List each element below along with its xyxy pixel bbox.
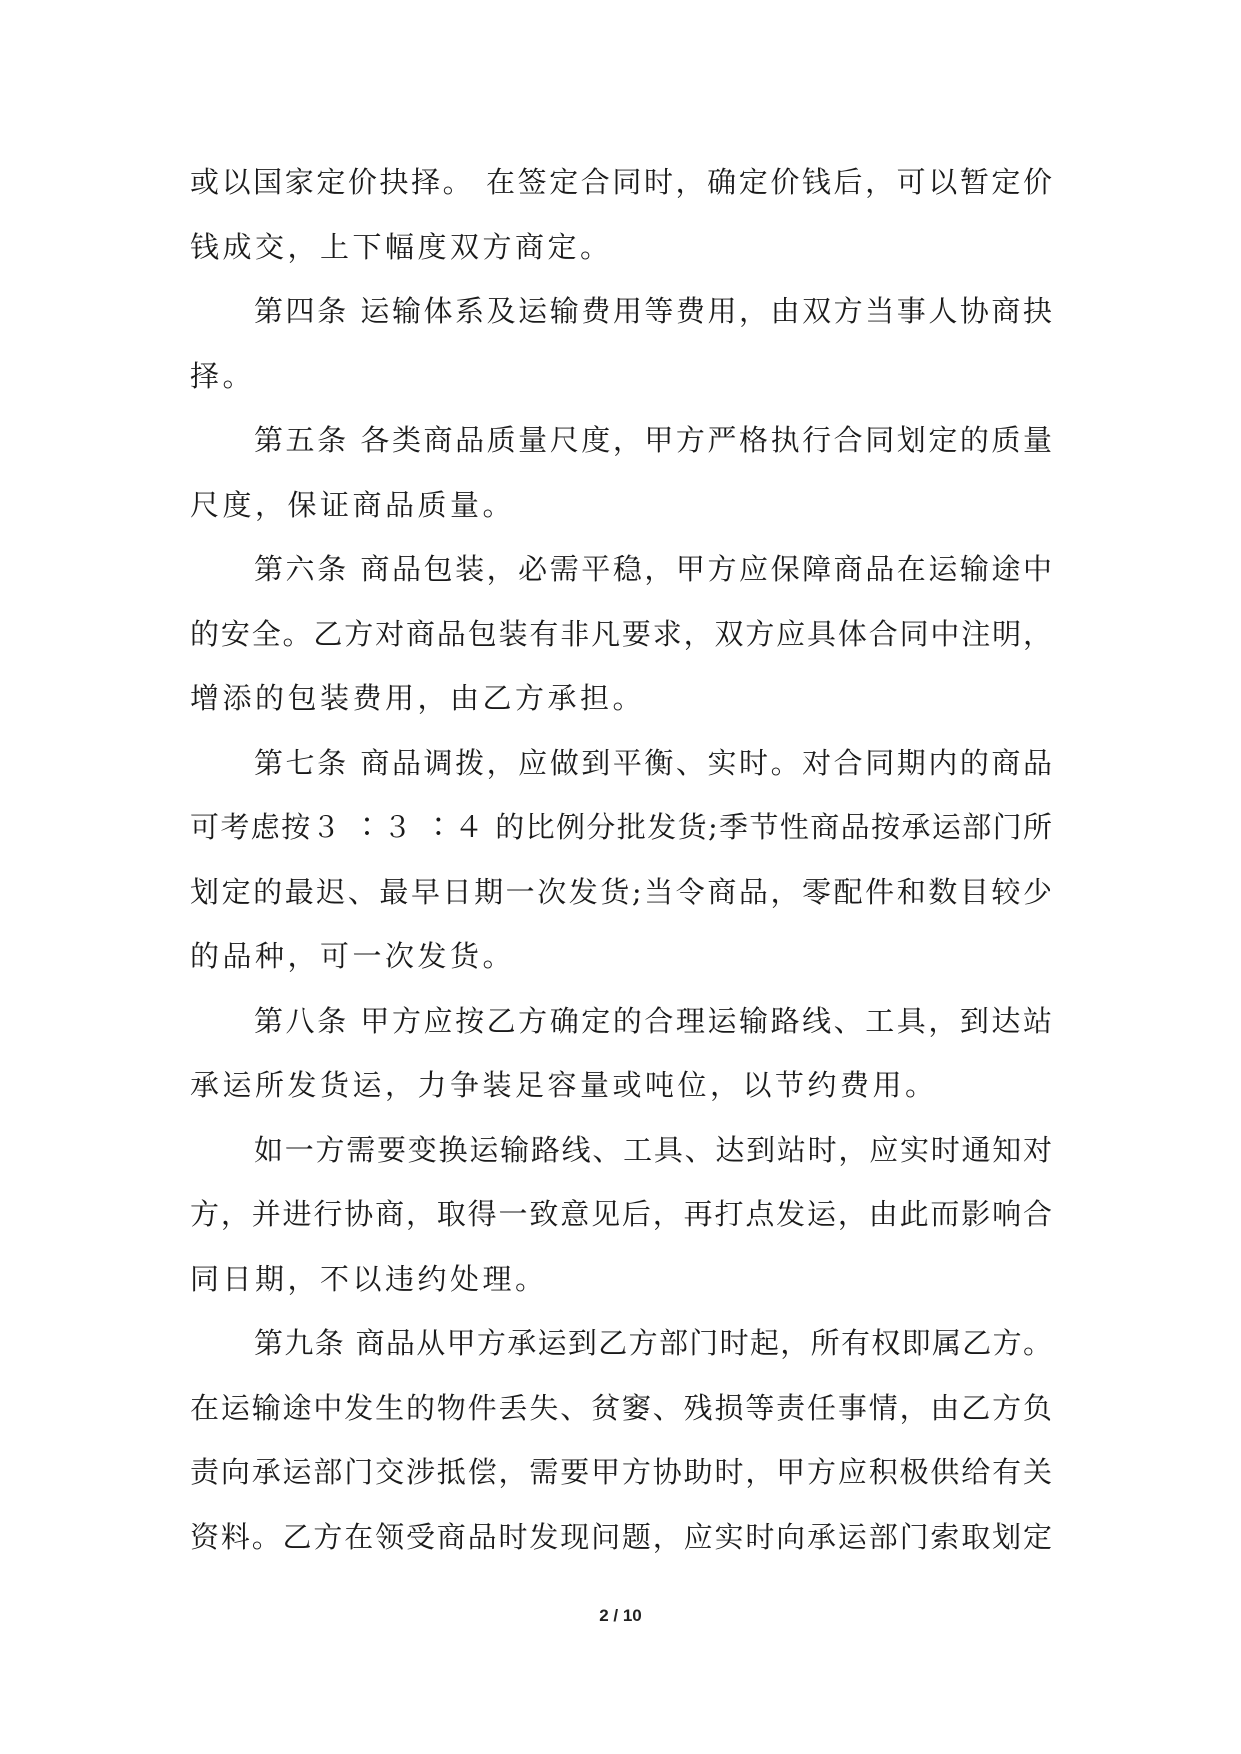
text-line: 责向承运部门交涉抵偿，需要甲方协助时，甲方应积极供给有关 xyxy=(190,1455,1052,1489)
text-line: 第八条 甲方应按乙方确定的合理运输路线、工具，到达站 xyxy=(254,1003,1052,1038)
text-line: 承运所发货运，力争装足容量或吨位，以节约费用。 xyxy=(190,1068,938,1102)
text-line: 在运输途中发生的物件丢失、贫窭、残损等责任事情，由乙方负 xyxy=(190,1390,1052,1425)
text-line: 如一方需要变换运输路线、工具、达到站时，应实时通知对 xyxy=(254,1132,1052,1167)
text-line: 第七条 商品调拨，应做到平衡、实时。对合同期内的商品 xyxy=(254,745,1052,780)
text-line: 可考虑按３ ∶３ ∶４ 的比例分批发货;季节性商品按承运部门所 xyxy=(190,810,1052,844)
text-line: 的安全。乙方对商品包装有非凡要求，双方应具体合同中注明， xyxy=(190,616,1052,651)
text-line: 同日期，不以违约处理。 xyxy=(190,1261,548,1296)
text-line: 第六条 商品包装，必需平稳，甲方应保障商品在运输途中 xyxy=(254,552,1052,586)
text-line: 择。 xyxy=(190,358,256,393)
text-line: 或以国家定价抉择。 在签定合同时，确定价钱后，可以暂定价 xyxy=(190,165,1052,199)
text-line: 增添的包装费用，由乙方承担。 xyxy=(190,681,646,715)
text-line: 划定的最迟、最早日期一次发货;当令商品，零配件和数目较少 xyxy=(190,874,1052,909)
text-line: 资料。乙方在领受商品时发现问题，应实时向承运部门索取划定 xyxy=(190,1519,1052,1554)
text-line: 方，并进行协商，取得一致意见后，再打点发运，由此而影响合 xyxy=(190,1197,1052,1231)
text-line: 钱成交，上下幅度双方商定。 xyxy=(190,229,613,264)
text-line: 第四条 运输体系及运输费用等费用，由双方当事人协商抉 xyxy=(254,294,1052,328)
page-number: 2 / 10 xyxy=(599,1606,642,1625)
text-line: 第九条 商品从甲方承运到乙方部门时起，所有权即属乙方。 xyxy=(254,1326,1052,1360)
text-line: 第五条 各类商品质量尺度，甲方严格执行合同划定的质量 xyxy=(254,423,1052,457)
text-line: 尺度，保证商品质量。 xyxy=(190,487,516,522)
document-body xyxy=(190,150,1052,1569)
text-line: 的品种，可一次发货。 xyxy=(190,939,516,973)
